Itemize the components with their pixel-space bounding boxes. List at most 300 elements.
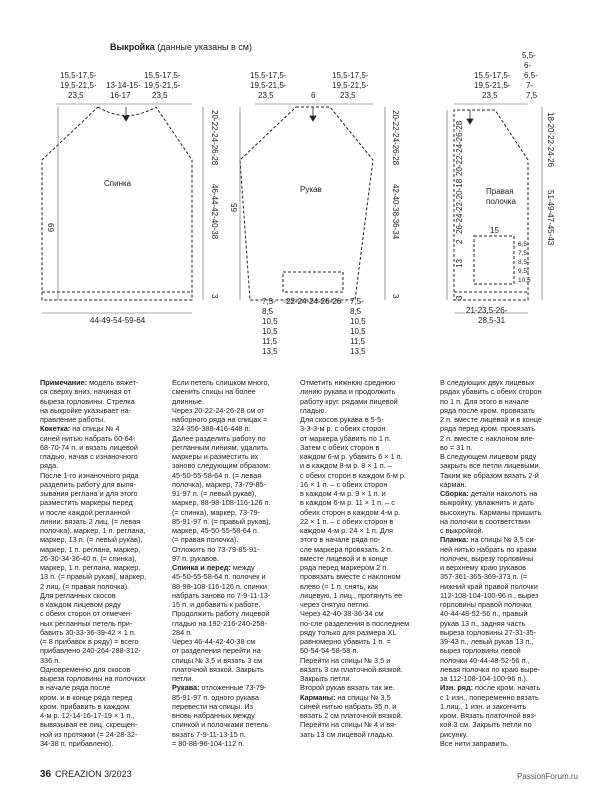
sleeve-top-right-3: 23,5 — [340, 91, 356, 100]
text-line — [172, 471, 271, 480]
line-text: Через 20-22-24-26-28 см от — [172, 405, 265, 415]
text-line — [40, 702, 146, 711]
text-line — [172, 545, 271, 554]
text-line — [440, 480, 542, 489]
line-text: перевести на спицы. Из — [172, 701, 253, 711]
line-text: Продолжить работу лицевой — [172, 609, 270, 619]
front-left-rib: 3 — [455, 295, 464, 300]
line-text: 324-356-388-416-448 п. — [172, 424, 251, 434]
line-text: влево (= 1 п. снять, как — [300, 581, 379, 591]
line-text: правление работы. — [40, 415, 106, 424]
text-line — [40, 508, 146, 517]
text-line — [172, 711, 271, 720]
back-outline — [42, 107, 192, 300]
line-text: между — [230, 563, 255, 572]
text-line — [40, 720, 146, 729]
line-text: Затем с обеих сторон в — [300, 442, 380, 452]
front-piece-name-1: Правая — [486, 187, 514, 196]
line-text: 45-50-55-58-64 п. полочек и — [172, 572, 266, 582]
text-line — [40, 591, 146, 600]
text-line — [172, 730, 271, 739]
line-text: вновь набранных между — [172, 711, 255, 720]
text-line — [300, 535, 409, 544]
line-text: карман. — [440, 479, 467, 489]
text-line — [300, 545, 409, 554]
text-line — [440, 517, 542, 526]
line-text: ных регланных петель при- — [40, 618, 133, 628]
text-line — [40, 572, 146, 581]
front-top-right-4: 7- — [526, 81, 534, 90]
line-text: 40-44-48-52-56 п., правый — [440, 609, 528, 619]
line-text: спицы № 3,5 и вязать 3 см — [172, 655, 263, 665]
sleeve-outline — [240, 107, 373, 300]
line-text: каждом 6-м р. убавить 6 × 1 п. — [300, 452, 403, 461]
text-column-1 — [40, 378, 146, 748]
pocket-side-1: 6,5- — [518, 241, 530, 248]
text-line — [40, 582, 146, 591]
line-text: В следующих двух лицевых — [440, 378, 535, 387]
text-line — [300, 591, 409, 600]
line-text: отложенные 73-79- — [199, 683, 267, 693]
text-line — [172, 406, 271, 415]
line-text: 88-98-108-116-126 п. спинки — [172, 581, 267, 591]
text-line — [300, 415, 409, 424]
text-line — [440, 730, 542, 739]
line-text: нижний край правой полочки — [440, 581, 538, 591]
text-line — [300, 600, 409, 609]
text-line — [172, 424, 271, 433]
text-line — [440, 637, 542, 646]
line-text: платочной вязкой. Закрыть — [172, 664, 264, 674]
text-line — [300, 693, 409, 702]
text-line — [172, 397, 271, 406]
text-line — [40, 656, 146, 665]
sleeve-cuff-outline — [283, 272, 343, 292]
text-line — [440, 646, 542, 655]
front-top-right-1: 5,5- — [522, 51, 536, 60]
line-text: маркер, 45-50-55-58-64 п. — [172, 526, 259, 535]
text-line — [40, 397, 146, 406]
front-left-small: 2 — [455, 239, 464, 244]
text-line — [300, 674, 409, 683]
text-line — [40, 471, 146, 480]
front-bottom-1: 21-23,5-26- — [466, 306, 508, 315]
text-line — [300, 720, 409, 729]
line-text: вязать 2 см платочной вязкой. — [300, 711, 403, 720]
line-text: гладью. — [300, 405, 327, 415]
line-text: горловины правой полочки — [440, 600, 532, 609]
back-top-mid-1: 13-14-15- — [106, 81, 141, 90]
line-text: ряда после кром. провязать — [440, 405, 535, 415]
text-line — [172, 387, 271, 396]
line-text: (= правая полочка). — [172, 535, 239, 545]
issue-label: CREAZION 3/2023 — [55, 769, 132, 779]
text-line — [172, 415, 271, 424]
text-line — [440, 452, 542, 461]
sleeve-top-left-2: 19,5-21,5- — [250, 81, 287, 90]
text-line — [440, 535, 542, 544]
text-line — [440, 461, 542, 470]
front-left-pocket: 13 — [455, 259, 464, 268]
front-top-left-3: 23,5 — [482, 91, 498, 100]
section-label: Планка: — [440, 535, 469, 545]
sleeve-right-rib: 3 — [391, 294, 400, 299]
line-text: на полочки в соответствии — [440, 516, 531, 526]
text-line — [300, 619, 409, 628]
line-text: Далее разделить работу по — [172, 433, 266, 443]
line-text: 2 п. вместе с наклоном вле- — [440, 433, 535, 443]
line-text: вязать 7-9-11-13-15 п. — [172, 729, 246, 739]
line-text: с выкройкой. — [440, 526, 484, 535]
line-text: 1 лиц., 1 изн. и закончить — [440, 701, 527, 711]
line-text: зывания реглана и для этого — [40, 489, 138, 498]
line-text: и в каждом 8-м р. 8 × 1 п. – — [300, 461, 392, 471]
text-line — [300, 471, 409, 480]
text-line — [40, 628, 146, 637]
text-line — [440, 415, 542, 424]
pattern-schematic — [0, 0, 592, 370]
line-text: вырез горловины левой — [440, 646, 521, 656]
text-line — [40, 665, 146, 674]
sleeve-right-upper: 20-22-24-26-28 — [391, 110, 400, 166]
line-text: полочка), маркер, 1 п. реглана, — [40, 526, 146, 535]
watermark-text: PassionForum.ru — [517, 772, 578, 781]
line-text: После 1-го изнаночного ряда — [40, 470, 139, 480]
line-text: ряда перед кром. провязать — [440, 424, 536, 434]
text-line — [40, 545, 146, 554]
line-text: Отложить по 73-79-85-91- — [172, 544, 260, 554]
line-text: маркер, 88-98-108-116-126 п. — [172, 498, 271, 508]
text-line — [172, 554, 271, 563]
line-text: Через 46-44-42-40-38 см — [172, 637, 256, 646]
text-line — [172, 674, 271, 683]
text-line — [172, 600, 271, 609]
line-text: регланным линиям, удалить — [172, 442, 268, 452]
line-text: вывязывая ее лиц. скрещен- — [40, 720, 138, 730]
sleeve-bottom-right-1: 7,5- — [350, 297, 364, 306]
back-top-right-1: 15,5-17,5- — [144, 71, 181, 80]
text-line — [440, 665, 542, 674]
line-text: равномерно убавить 1 п. = — [300, 637, 391, 646]
line-text: 284 п. — [172, 627, 193, 637]
line-text: за 112-108-104-100-96 п.). — [440, 674, 528, 683]
text-line — [172, 461, 271, 470]
pocket-side-5: 10,5 — [518, 277, 531, 284]
text-line — [440, 628, 542, 637]
text-line — [172, 489, 271, 498]
line-text: через снятую петлю. — [300, 600, 371, 609]
line-text: высохнуть. Карманы пришить — [440, 507, 542, 517]
sleeve-bottom-left-6: 13,5 — [262, 347, 278, 356]
line-text: левая полочка по краю выре- — [440, 664, 540, 674]
text-line — [440, 424, 542, 433]
line-text: в каждом 4-м р. 9 × 1 п. и — [300, 489, 386, 498]
sleeve-bottom-left-1: 7,5- — [262, 297, 276, 306]
line-text: 357-361-365-369-373 п. (= — [440, 572, 528, 582]
text-line — [40, 406, 146, 415]
sleeve-bottom-mid: 22-24-24-26-26 — [286, 297, 342, 306]
text-line — [300, 489, 409, 498]
text-line — [172, 720, 271, 729]
front-left-mid: 26-24-22-20-18 — [455, 178, 464, 234]
text-line — [172, 619, 271, 628]
front-top-right-3: 6,5- — [524, 71, 538, 80]
sleeve-top-mid: 6 — [311, 91, 316, 100]
front-bottom-2: 28,5-31 — [478, 316, 506, 325]
line-text: полочки 40-44-48-52-56 п., — [440, 655, 530, 665]
text-line — [40, 387, 146, 396]
line-text: Таким же образом вязать 2-й — [440, 470, 539, 480]
line-text: Второй рукав вязать так же. — [300, 683, 395, 693]
line-text: бавить 30-33-36-39-42 × 1 п. — [40, 627, 136, 637]
line-text: ряда. — [40, 461, 59, 471]
text-line — [440, 554, 542, 563]
line-text: ряда перед маркером 2 п. — [300, 563, 389, 572]
text-line — [40, 443, 146, 452]
line-text: кром. прибавить в каждом — [40, 701, 130, 711]
text-line — [172, 498, 271, 507]
sleeve-bottom-right-2: 8,5 — [350, 307, 362, 316]
back-top-mid-2: 16-17 — [110, 91, 131, 100]
back-right-lower: 46-44-42-40-38 — [210, 184, 219, 240]
text-column-4 — [440, 378, 542, 748]
sleeve-bottom-right-3: 10,5 — [350, 317, 366, 326]
line-text: 2 лиц. (= правая полочка). — [40, 581, 130, 591]
text-line — [172, 535, 271, 544]
text-column-2 — [172, 378, 271, 748]
line-text: петли. — [172, 674, 194, 683]
text-line — [172, 609, 271, 618]
text-column-3 — [300, 378, 409, 739]
line-text: ряду только для размера XL — [300, 627, 397, 637]
text-line — [440, 600, 542, 609]
text-line — [40, 526, 146, 535]
back-top-left-1: 15,5-17,5- — [60, 71, 97, 80]
line-text: 91-97 п. (= левый рукав), — [172, 489, 257, 498]
text-line — [40, 563, 146, 572]
text-line — [440, 387, 542, 396]
text-line — [440, 545, 542, 554]
line-text: В следующем лицевом ряду — [440, 452, 537, 461]
text-line — [172, 739, 271, 748]
text-line — [440, 563, 542, 572]
line-text: 68-70-74 п. и вязать лицевой — [40, 442, 138, 452]
line-text: модель вяжет- — [87, 378, 139, 387]
line-text: Для регланных скосов — [40, 590, 116, 600]
text-line — [300, 387, 409, 396]
sleeve-bottom-right-4: 10,5 — [350, 327, 366, 336]
text-line — [172, 591, 271, 600]
text-line — [172, 526, 271, 535]
sleeve-bottom-left-4: 10,5 — [262, 327, 278, 336]
pocket-outline — [474, 236, 514, 284]
line-text: наборного ряда на спицах = — [172, 415, 268, 424]
text-line — [40, 600, 146, 609]
text-line — [172, 378, 271, 387]
line-text: и верхнему краю рукавов — [440, 563, 527, 572]
line-text: 3-3-3-м р. с обеих сторон — [300, 424, 386, 434]
line-text: сле маркера провязать 2 п. — [300, 544, 393, 554]
text-line — [300, 461, 409, 470]
line-text: кром. Вязать платочной вяз- — [440, 711, 537, 720]
front-top-right-2: 6- — [524, 61, 532, 70]
line-text: (= 8 прибавок в ряду) = всего — [40, 637, 139, 646]
line-text: от маркера убавить по 1 п. — [300, 433, 391, 443]
front-piece-name-2: полочка — [486, 197, 516, 206]
text-line — [300, 526, 409, 535]
text-line — [172, 443, 271, 452]
text-line — [300, 711, 409, 720]
line-text: на выкройке указывает на- — [40, 405, 132, 415]
line-text: гладью на 192-216-240-258- — [172, 618, 267, 628]
text-line — [440, 720, 542, 729]
text-line — [40, 461, 146, 470]
text-line — [440, 693, 542, 702]
line-text: провязать вместе с наклоном — [300, 572, 401, 582]
sleeve-bottom-left-2: 8,5 — [262, 307, 274, 316]
line-text: работу круг. рядами лицевой — [300, 396, 398, 406]
line-text: на спицы № 3,5 си- — [468, 535, 536, 545]
text-line — [40, 498, 146, 507]
back-top-right-2: 19,5-21,5- — [144, 81, 181, 90]
text-line — [40, 489, 146, 498]
line-text: полочек, вырезу горловины — [440, 553, 534, 563]
text-line — [300, 480, 409, 489]
text-line — [300, 637, 409, 646]
text-line — [440, 674, 542, 683]
text-line — [440, 406, 542, 415]
text-line — [300, 628, 409, 637]
text-line — [172, 665, 271, 674]
line-text: выреза горловины. Стрелка — [40, 396, 135, 406]
text-line — [300, 563, 409, 572]
line-text: (= спинка), маркер, 73-79- — [172, 507, 260, 517]
text-line — [300, 683, 409, 692]
line-text: маркер, 1 п. реглана, маркер, — [40, 563, 141, 572]
back-top-left-3: 23,5 — [68, 91, 84, 100]
line-text: кой 3 см. Закрыть петли по — [440, 720, 532, 730]
line-text: набрать заново по 7-9-11-13- — [172, 590, 271, 600]
line-text: длинные. — [172, 396, 204, 406]
line-text: 85-91-97 п. (= правый рукав), — [172, 516, 271, 526]
line-text: ной из протяжки (= 24-28-32- — [40, 729, 138, 739]
line-text: зать 13 см лицевой гладью. — [300, 729, 395, 739]
line-text: = 80-88-96-104-112 п. — [172, 738, 245, 748]
text-line — [40, 535, 146, 544]
line-text: 34-38 п. прибавлено). — [40, 738, 114, 748]
sleeve-bottom-right-5: 11,5 — [350, 337, 365, 346]
line-text: от разделения перейти на — [172, 646, 261, 656]
text-line — [40, 415, 146, 424]
front-right-lower: 51-49-47-45-43 — [546, 190, 555, 246]
text-line — [300, 554, 409, 563]
line-text: вязать 3 см платочной вязкой. — [300, 664, 403, 674]
text-line — [172, 693, 271, 702]
text-line — [300, 378, 409, 387]
line-text: 39-43 п., левый рукав 13 п., — [440, 637, 534, 646]
text-line — [300, 452, 409, 461]
text-line — [172, 572, 271, 581]
back-top-left-2: 19,5-21,5- — [60, 81, 97, 90]
line-text: синей нитью набрать 35 п. и — [300, 701, 397, 711]
text-line — [40, 517, 146, 526]
line-text: лицевую, 1 лиц., протянуть ее — [300, 590, 403, 600]
sleeve-left-total: 65 — [230, 203, 239, 212]
text-line — [172, 628, 271, 637]
line-text: 50-54-54-58-58 п. — [300, 646, 359, 656]
line-text: выкройку, увлажнить и дать — [440, 498, 534, 508]
line-text: в каждом лицевом ряду — [40, 600, 121, 609]
text-line — [440, 609, 542, 618]
line-text: обеих сторон в каждом 4-м р. — [300, 507, 401, 517]
line-text: Одновременно для скосов — [40, 664, 131, 674]
text-line — [440, 471, 542, 480]
sleeve-piece-name: Рукав — [300, 185, 322, 194]
back-right-rib: 3 — [210, 294, 219, 299]
pocket-side-2: 7,5- — [518, 250, 530, 257]
line-text: Отметить нижнюю среднюю — [300, 378, 396, 387]
text-line — [40, 609, 146, 618]
line-text: рядах убавить с обеих сторон — [440, 387, 542, 397]
section-label: Изн. ряд: — [440, 683, 474, 693]
text-line — [300, 609, 409, 618]
text-line — [40, 693, 146, 702]
line-text: закрыть все петли лицевыми. — [440, 461, 541, 471]
front-right-upper: 18-20-22-24-26 — [546, 112, 555, 168]
line-text: Перейти на спицы № 4 и вя- — [300, 720, 397, 730]
section-label: Сборка: — [440, 489, 469, 498]
line-text: 15 п. и добавить к работе. — [172, 600, 261, 609]
text-line — [440, 397, 542, 406]
text-line — [40, 683, 146, 692]
back-right-upper: 20-22-24-26-28 — [210, 110, 219, 166]
line-text: маркер, 13 п. (= левый рукав), — [40, 535, 143, 545]
sleeve-top-right-1: 15,5-17,5- — [332, 71, 369, 80]
line-text: вместе лицевой и в конце — [300, 553, 388, 563]
line-text: 45-50-55-58-64 п. (= левая — [172, 470, 262, 480]
pocket-side-4: 9,5- — [518, 268, 530, 275]
text-line — [440, 683, 542, 692]
text-line — [40, 730, 146, 739]
line-text: сменить спицы на более — [172, 387, 256, 397]
line-text: с 1 изн., попеременно вязать — [440, 692, 539, 702]
text-line — [440, 443, 542, 452]
line-text: Перейти на спицы № 3,5 и — [300, 655, 391, 665]
pattern-heading-rest: (данные указаны в см) — [154, 42, 252, 52]
front-left-upper: 20-22-24-26-28 — [455, 120, 464, 176]
text-line — [440, 656, 542, 665]
text-line — [300, 582, 409, 591]
text-line — [172, 434, 271, 443]
line-text: каждом 4-м р. 24 × 1 п. Для — [300, 526, 393, 535]
line-text: в начале ряда после — [40, 683, 111, 693]
section-label: Примечание: — [40, 378, 88, 387]
line-text: ся сверху вниз, начиная от — [40, 387, 131, 397]
line-text: 13 п. (= правый рукав), маркер, — [40, 572, 147, 582]
line-text: по-сле разделения в последнем — [300, 618, 410, 628]
text-line — [40, 554, 146, 563]
back-piece-name: Спинка — [104, 179, 132, 188]
front-top-left-2: 19,5-21,5- — [474, 81, 511, 90]
line-text: ней нитью набрать по краям — [440, 544, 537, 554]
text-line — [40, 739, 146, 748]
sleeve-top-left-1: 15,5-17,5- — [250, 71, 287, 80]
section-label: Кокетка: — [40, 424, 71, 434]
text-line — [40, 637, 146, 646]
line-text: синей нитью набрать 60-64- — [40, 433, 136, 443]
text-line — [440, 702, 542, 711]
back-bottom-width: 44-49-54-59-64 — [90, 316, 146, 325]
